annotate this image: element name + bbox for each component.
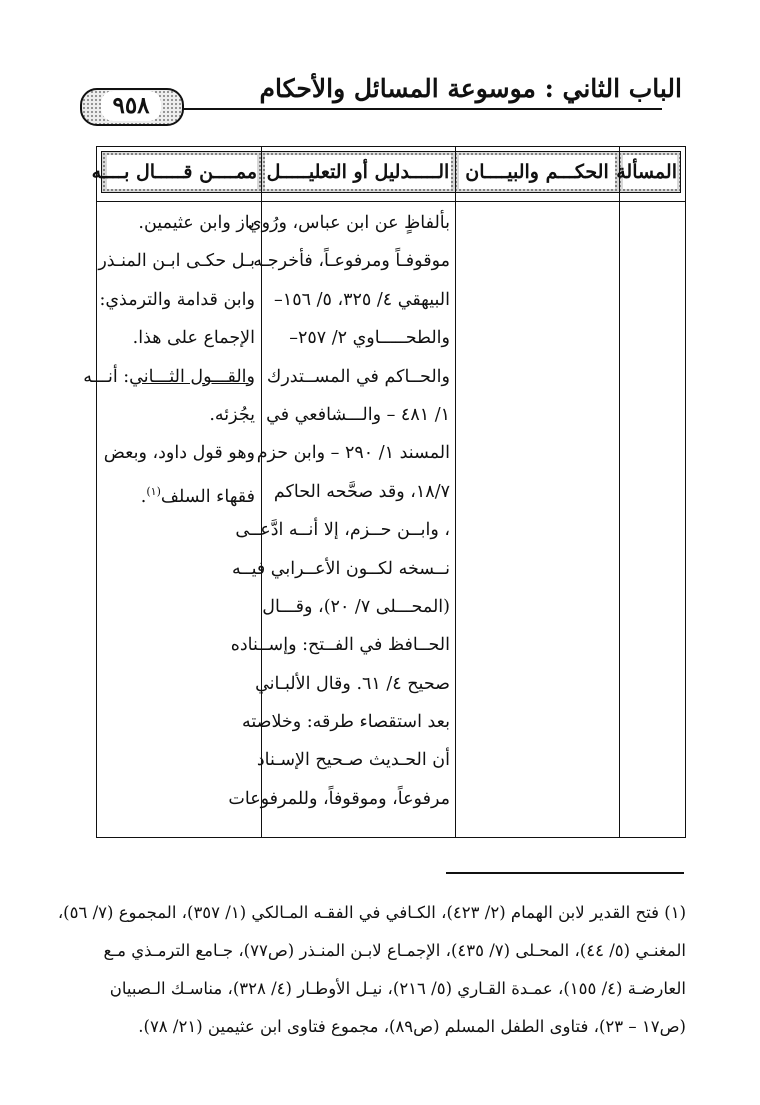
text-line: بـل حكـى ابـن المنـذر xyxy=(98,251,255,272)
footnote-rule xyxy=(446,872,684,874)
text-line: نــسخه لكــون الأعــرابي فيــه xyxy=(231,558,450,579)
line-text: فقهاء السلف xyxy=(160,486,255,507)
text-line: باز وابن عثيمين. xyxy=(138,213,255,233)
page-number: ٩٥٨ xyxy=(101,91,161,121)
footnote-line: (١) فتح القدير لابن الهمام (٢/ ٤٢٣)، الكـافي في الفقـه المـالكي (١/ ٣٥٧)، المجموع (٧/ ٥٦)، xyxy=(57,903,686,922)
text-line: صحيح ٤/ ٦١. وقال الألبـاني xyxy=(255,673,450,694)
second-opinion-label: والقـــول الثـــاني xyxy=(129,366,255,387)
text-line: الحــافظ في الفــتح: وإســناده xyxy=(230,635,450,656)
text-line: البيهقي ٤/ ٣٢٥، ٥/ ١٥٦– xyxy=(274,289,450,310)
text-line: يجُزئه. xyxy=(209,404,255,425)
text-line: (المحـــلى ٧/ ٢٠)، وقـــال xyxy=(262,596,450,617)
text-line: المسند ١/ ٢٩٠ – وابن حزم xyxy=(256,443,450,464)
text-line: مرفوعاً، وموقوفاً، وللمرفوعات xyxy=(228,788,450,809)
header-proponents: ممــــن قـــــال بــــه xyxy=(107,155,257,189)
footnote-line: العارضـة (٤/ ١٥٥)، عمـدة القـاري (٥/ ٢١٦)، نيـل الأوطـار (٤/ ٣٢٨)، مناسـك الـصبيان xyxy=(109,979,686,998)
header-evidence: الـــــدليل أو التعليـــــل xyxy=(265,155,451,189)
text-line: ١/ ٤٨١ – والـــشافعي في xyxy=(266,404,450,425)
text-line: موقوفـاً ومرفوعـاً، فأخرجـه xyxy=(253,251,450,272)
text-line: والطحـــــاوي ٢/ ٢٥٧– xyxy=(289,328,450,349)
text-line: وابن قدامة والترمذي: xyxy=(99,289,255,310)
header-separator xyxy=(97,201,685,202)
text-line: والحــاكم في المســتدرك xyxy=(266,366,450,387)
text-line xyxy=(83,358,255,396)
footnote-line: المغنـي (٥/ ٤٤)، المحـلى (٧/ ٤٣٥)، الإجمـاع لابـن المنـذر (ص٧٧)، جـامع الترمـذي مـع xyxy=(103,941,686,960)
text-line: وهو قول داود، وبعض xyxy=(103,443,255,464)
footnote-line: (ص١٧ – ٢٣)، فتاوى الطفل المسلم (ص٨٩)، مجموع فتاوى ابن عثيمين (٢١/ ٧٨). xyxy=(138,1017,686,1036)
text-line: الإجماع على هذا. xyxy=(132,328,255,349)
header-rule xyxy=(140,108,662,110)
column-divider xyxy=(619,147,620,837)
proponents-column xyxy=(83,204,255,511)
text-line: ١٨/٧، وقد صحَّحه الحاكم xyxy=(273,481,450,502)
rulings-table xyxy=(83,146,686,838)
text-line xyxy=(101,473,255,511)
text-line: أن الحـديث صـحيح الإسـناد xyxy=(256,750,450,771)
text-line: ، وابــن حــزم، إلا أنــه ادَّعــى xyxy=(235,520,450,541)
header-issue: المسألة xyxy=(623,155,677,189)
footnotes xyxy=(57,894,686,1046)
column-divider xyxy=(455,147,456,837)
header-ruling: الحكـــم والبيــــان xyxy=(459,155,615,189)
text-line: بعد استقصاء طرقه: وخلاصته xyxy=(241,712,450,733)
line-end: . xyxy=(140,486,147,507)
page-header-title: الباب الثاني : موسوعة المسائل والأحكام xyxy=(259,74,682,103)
second-opinion-text: : أنـــه xyxy=(83,366,130,387)
page-number-badge xyxy=(80,88,184,126)
footnote-ref[interactable]: (١) xyxy=(146,484,161,498)
text-line: بألفاظٍ عن ابن عباس، ورُوي xyxy=(247,213,450,233)
